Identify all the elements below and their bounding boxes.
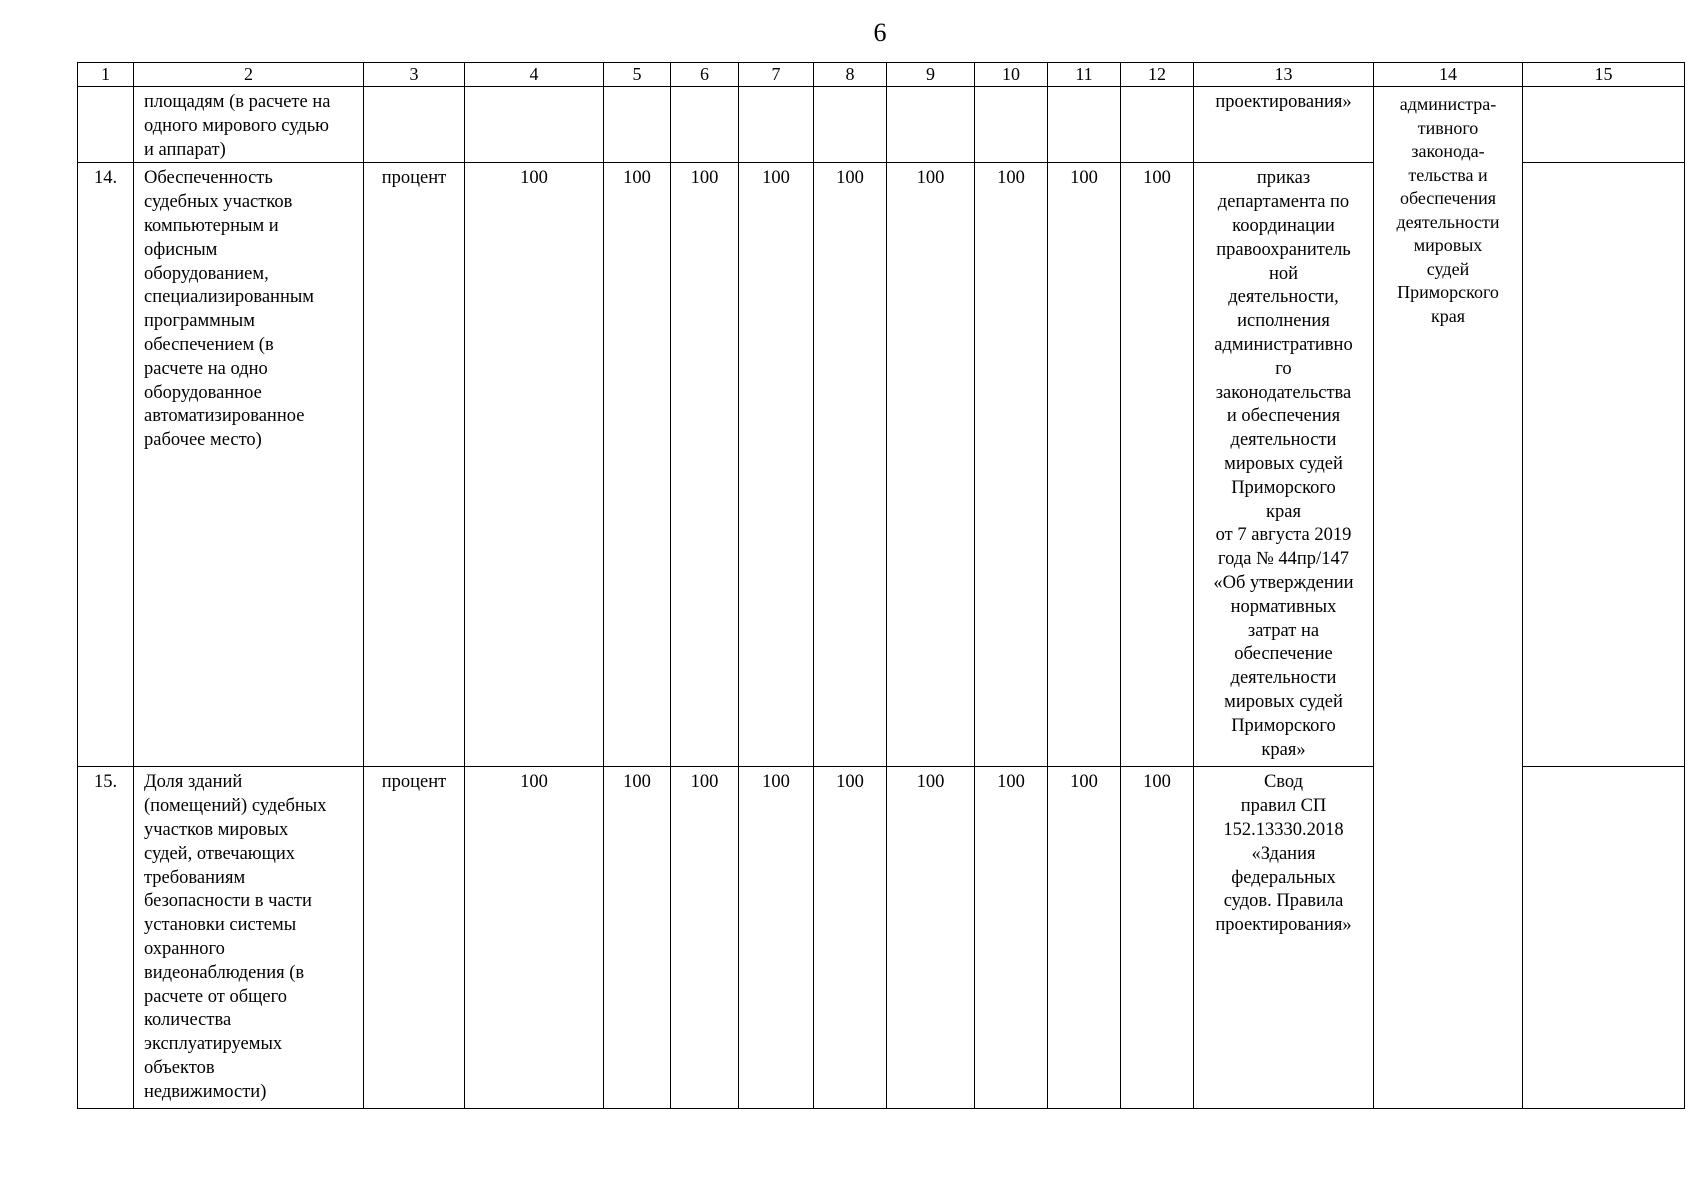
basis-document-cell: приказ департамента по координации правоохранитель ной деятельности, исполнения административно го законодательства и обеспечения деятельности мировых судей Приморского края от 7 августа 2019 года № 44пр/147 «Об утверждении нормативных затрат на обеспечение деятельности мировых судей Приморского края»: [1194, 163, 1374, 767]
header-cell: 8: [814, 63, 887, 87]
header-cell: 11: [1048, 63, 1121, 87]
value-cell: 100: [1121, 767, 1194, 1109]
indicator-table: [77, 62, 1685, 1109]
value-cell: 100: [739, 163, 814, 767]
header-cell: 7: [739, 63, 814, 87]
value-cell: 100: [604, 767, 671, 1109]
header-cell: 9: [887, 63, 975, 87]
header-cell: 1: [78, 63, 134, 87]
table-row-continuation: [78, 87, 1685, 163]
unit-cell: процент: [364, 767, 465, 1109]
header-cell: 3: [364, 63, 465, 87]
value-cell: 100: [887, 767, 975, 1109]
value-cell: 100: [465, 163, 604, 767]
value-cell: 100: [975, 163, 1048, 767]
page-number: 6: [873, 18, 887, 47]
value-cell: 100: [671, 163, 739, 767]
indicator-name-cell: площадям (в расчете на одного мирового судью и аппарат): [134, 87, 364, 163]
value-cell: 100: [671, 767, 739, 1109]
value-cell: 100: [604, 163, 671, 767]
header-cell: 15: [1523, 63, 1685, 87]
value-cell: 100: [814, 767, 887, 1109]
value-cell: 100: [465, 767, 604, 1109]
value-cell: 100: [739, 767, 814, 1109]
value-cell: 100: [1121, 163, 1194, 767]
basis-document-cell: Свод правил СП 152.13330.2018 «Здания федеральных судов. Правила проектирования»: [1194, 767, 1374, 1109]
header-cell: 5: [604, 63, 671, 87]
indicator-name-cell: Обеспеченность судебных участков компьютерным и офисным оборудованием, специализированным программным обеспечением (в расчете на одно оборудованное автоматизированное рабочее место): [134, 163, 364, 767]
indicator-name-cell: Доля зданий (помещений) судебных участков мировых судей, отвечающих требованиям безопасности в части установки системы охранного видеонаблюдения (в расчете от общего количества эксплуатируемых объектов недвижимости): [134, 767, 364, 1109]
value-cell: 100: [814, 163, 887, 767]
header-cell: 14: [1374, 63, 1523, 87]
row-number: 15.: [78, 767, 134, 1109]
header-cell: 6: [671, 63, 739, 87]
header-cell: 4: [465, 63, 604, 87]
header-cell: 2: [134, 63, 364, 87]
value-cell: 100: [1048, 163, 1121, 767]
value-cell: 100: [975, 767, 1048, 1109]
header-cell: 12: [1121, 63, 1194, 87]
header-cell: 13: [1194, 63, 1374, 87]
row-number: 14.: [78, 163, 134, 767]
header-cell: 10: [975, 63, 1048, 87]
header-row: [78, 63, 1685, 87]
value-cell: 100: [1048, 767, 1121, 1109]
basis-document-cell: проектирования»: [1194, 87, 1374, 163]
unit-cell: процент: [364, 163, 465, 767]
value-cell: 100: [887, 163, 975, 767]
responsible-executor-cell: администра- тивного законода- тельства и обеспечения деятельности мировых судей Приморского края: [1374, 87, 1523, 1109]
